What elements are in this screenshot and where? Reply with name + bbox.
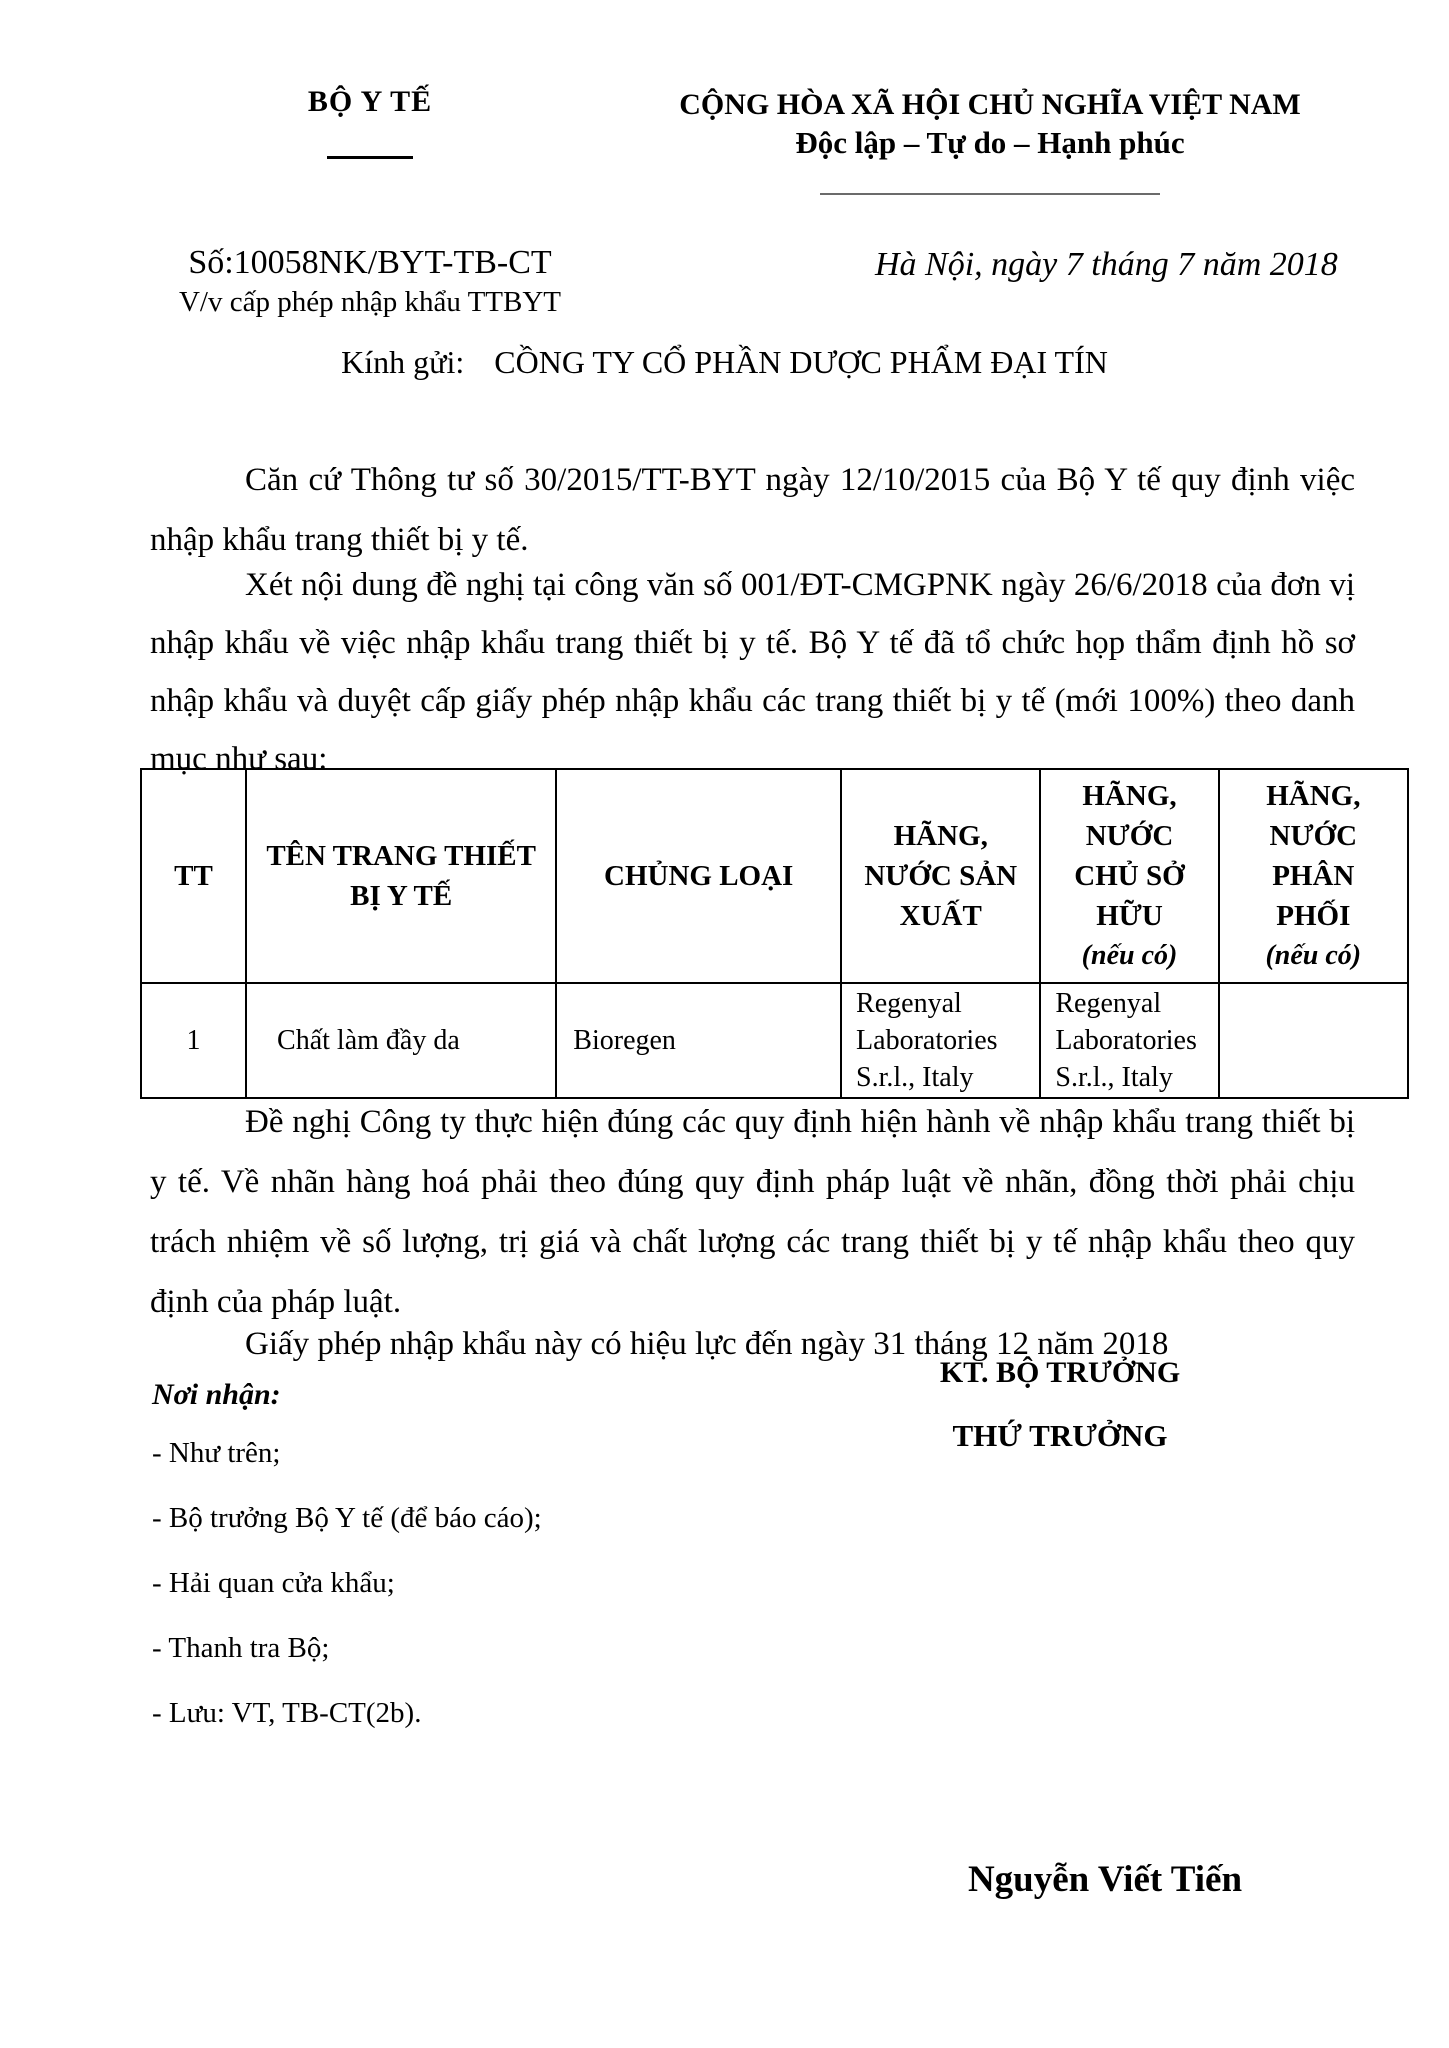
header-cell-manufacturer: HÃNG, NƯỚC SẢN XUẤT <box>841 769 1040 983</box>
recipient-item: - Như trên; <box>152 1437 281 1469</box>
recipient-item: - Lưu: VT, TB-CT(2b). <box>152 1697 422 1729</box>
national-motto-line2: Độc lập – Tự do – Hạnh phúc <box>795 125 1185 160</box>
row-cell-model: Bioregen <box>556 983 841 1098</box>
paragraph-review-decision: Xét nội dung đề nghị tại công văn số 001/ĐT-CMGPNK ngày 26/6/2018 của đơn vị nhập khẩu về việc nhập khẩu trang thiết bị y tế. Bộ Y tế đã tổ chức họp thẩm định hồ sơ nhập khẩu và duyệt cấp giấy phép nhập khẩu các trang thiết bị y tế (mới 100%) theo danh mục như sau: <box>150 567 1355 777</box>
place-and-date: Hà Nội, ngày 7 tháng 7 năm 2018 <box>875 246 1338 283</box>
header-cell-distributor <box>1219 769 1408 983</box>
row-cell-owner: Regenyal Laboratories S.r.l., Italy <box>1040 983 1218 1098</box>
table-row <box>141 983 1408 1098</box>
salutation-label: Kính gửi: <box>341 344 465 380</box>
doc-subject: V/v cấp phép nhập khẩu TTBYT <box>178 286 561 318</box>
row-cell-tt: 1 <box>141 983 246 1098</box>
header-cell-owner <box>1040 769 1218 983</box>
national-header-block <box>620 88 1360 195</box>
recipient-company-name: CỒNG TY CỔ PHẦN DƯỢC PHẨM ĐẠI TÍN <box>494 344 1108 380</box>
header-cell-device-name: TÊN TRANG THIẾT BỊ Y TẾ <box>246 769 556 983</box>
recipients-label: Nơi nhận: <box>152 1378 281 1411</box>
recipient-item: - Thanh tra Bộ; <box>152 1632 330 1664</box>
recipients-list <box>152 1438 542 1763</box>
recipient-item: - Hải quan cửa khẩu; <box>152 1567 395 1599</box>
row-cell-manufacturer: Regenyal Laboratories S.r.l., Italy <box>841 983 1040 1098</box>
national-motto-line1: CỘNG HÒA XÃ HỘI CHỦ NGHĨA VIỆT NAM <box>679 88 1301 121</box>
paragraph-obligations: Đề nghị Công ty thực hiện đúng các quy định hiện hành về nhập khẩu trang thiết bị y tế. Về nhãn hàng hoá phải theo đúng quy định pháp luật về nhãn, đồng thời phải chịu trách nhiệm về số lượng, trị giá và chất lượng các trang thiết bị y tế nhập khẩu theo quy định của pháp luật. <box>150 1104 1355 1320</box>
issuing-org-name: BỘ Y TẾ <box>307 85 433 118</box>
issuing-org-underline <box>327 156 413 159</box>
salutation-line <box>0 344 1449 381</box>
header-cell-owner-note: (nếu có) <box>1081 940 1178 971</box>
national-motto-underline <box>820 193 1160 195</box>
header-cell-distributor-note: (nếu có) <box>1265 940 1362 971</box>
row-cell-distributor <box>1219 983 1408 1098</box>
recipient-item: - Bộ trưởng Bộ Y tế (để báo cáo); <box>152 1502 542 1534</box>
paragraph-legal-basis: Căn cứ Thông tư số 30/2015/TT-BYT ngày 12/10/2015 của Bộ Y tế quy định việc nhập khẩu trang thiết bị y tế. <box>150 462 1355 558</box>
signer-title-on-behalf: KT. BỘ TRƯỞNG <box>939 1356 1181 1389</box>
paragraph-validity: Giấy phép nhập khẩu này có hiệu lực đến ngày 31 tháng 12 năm 2018 <box>245 1326 1169 1362</box>
header-cell-model: CHỦNG LOẠI <box>556 769 841 983</box>
signer-name: Nguyễn Viết Tiến <box>967 1859 1243 1900</box>
table-header-row <box>141 769 1408 983</box>
header-cell-owner-label: HÃNG, NƯỚC CHỦ SỞ HỮU <box>1074 780 1185 932</box>
signer-title-position: THỨ TRƯỞNG <box>952 1418 1168 1453</box>
row-cell-device-name: Chất làm đầy da <box>246 983 556 1098</box>
permit-items-table <box>140 768 1409 1099</box>
header-cell-distributor-label: HÃNG, NƯỚC PHÂN PHỐI <box>1266 780 1361 932</box>
header-cell-tt: TT <box>141 769 246 983</box>
signature-title-block <box>900 1356 1220 1454</box>
doc-number: Số:10058NK/BYT-TB-CT <box>188 244 552 281</box>
issuing-org-block <box>140 85 600 319</box>
